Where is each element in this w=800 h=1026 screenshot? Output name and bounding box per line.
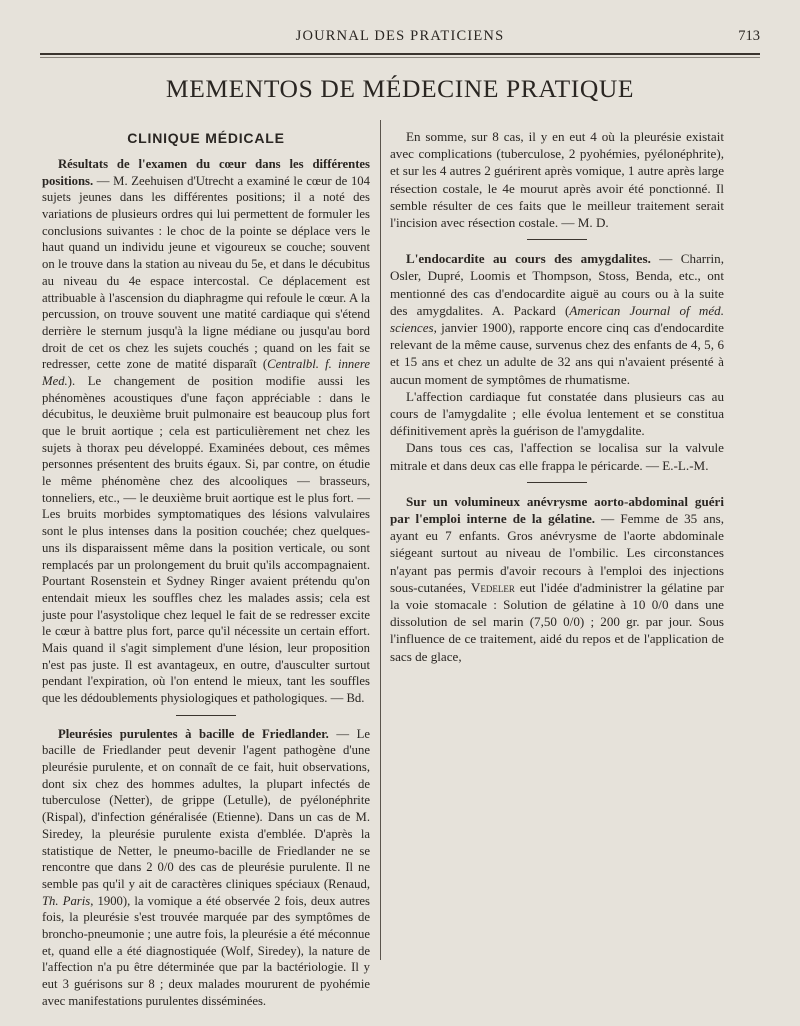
citation: American Journal of méd. sciences bbox=[390, 302, 724, 336]
right-column bbox=[390, 128, 724, 665]
section-heading: CLINIQUE MÉDICALE bbox=[127, 130, 285, 146]
article-text: — M. Zeehuisen d'Utrecht a examiné le cœur de 104 sujets jeunes dans les différentes positions; il a noté des variations de plusieurs ordres qui lui permettent de formuler les conclusions suivantes : le choc de la pointe se déplace vers le haut quand un individu jeune et vigoureux se couche; souvent on le trouve dans la station au niveau du 5e, et dans le décubitus au niveau du 4e espace intercostal. Ce déplacement est attribuable à l'ascension du diaphragme qui refoule le cœur. A la percussion, on trouve souvent une matité cardiaque qui s'étend derrière le sternum jusqu'à la ligne médiane ou jusqu'au bord droit de cet os chez les sujets couchés ; quand on les fait se redresser, cette zone de matité disparaît ( bbox=[42, 173, 370, 372]
article-text: — Femme de 35 ans, ayant eu 7 enfants. Gros anévrysme de l'aorte abdominale siégeant surtout au niveau de l'ombilic. Les circonstances n'ayant pas permis d'avoir recours à l'emploi des injections sous-cutanées, bbox=[390, 511, 725, 595]
page-number: 713 bbox=[738, 28, 760, 44]
article-text: — Le bacille de Friedlander peut devenir l'agent pathogène d'une pleurésie purulente, et on connaît de ce fait, huit observations, dont six chez des hommes adultes, la plupart infectés de tuberculose (Netter), de grippe (Letulle), de pyélonéphrite (Rispal), d'infection généralisée (Etienne). Dans un cas de M. Siredey, la pleurésie purulente exista d'emblée. D'après la statistique de Netter, le pneumo-bacille de Friedlander ne se rencontre que dans 2 0/0 des cas de pleurésie purulente. Il ne semble pas qu'il y ait de caractères cliniques spéciaux (Renaud, bbox=[42, 726, 370, 891]
column-divider bbox=[380, 120, 381, 960]
citation: Th. Paris bbox=[42, 893, 91, 908]
article-coeur-positions bbox=[42, 156, 370, 707]
article-heading: Résultats de l'examen du cœur dans les différentes positions. bbox=[42, 157, 370, 188]
article-text: eut l'idée d'administrer la gélatine par la voie stomacale : Solution de gélatine à 10 0/0 dans une dissolution de sel marin (7,50 0/0) ; 200 gr. par jour. Sous l'influence de ce traitement, aidé du repos et de l'application de sacs de glace, bbox=[390, 579, 724, 664]
header-rule bbox=[40, 53, 760, 55]
article-separator bbox=[176, 715, 236, 716]
header-rule-thin bbox=[40, 57, 760, 58]
citation: Centralbl. f. innere Med. bbox=[42, 357, 370, 388]
article-anevrysme bbox=[390, 493, 724, 665]
article-paragraph: Dans tous ces cas, l'affection se localisa sur la valvule mitrale et dans deux cas elle frappa le péricarde. — E.-L.-M. bbox=[390, 440, 724, 473]
article-heading: Sur un volumineux anévrysme aorto-abdominal guéri par l'emploi interne de la gélatine. bbox=[390, 493, 724, 527]
article-text: ). Le changement de position modifie aussi les phénomènes acoustiques d'une façon appréciable : dans le décubitus, le deuxième bruit pulmonaire est beaucoup plus fort que le bruit aortique ; cela est particulièrement net chez les sujets à thorax peu développé. Examinées debout, ces mêmes personnes présentent des bruits égaux. Si, par contre, on étudie le même phénomène chez des alcooliques — brasseurs, tonneliers, etc., — le deuxième bruit aortique est le plus fort. — Les bruits morbides symptomatiques des lésions valvulaires sont le plus intenses dans la position couchée; chez quelques-uns ils disparaissent même dans la position verticale, ou sont remplacés par un prolongement du bruit qu'ils accompagnaient. Pourtant Rosenstein et Sydney Ringer avaient prétendu qu'on entendait mieux les souffles chez les malades assis; cela est juste pour l'asystolique chez lequel le fait de se redresser excite le cœur à battre plus fort, parce qu'il nécessite un certain effort. Mais quand il s'agit simplement d'une lésion, leur proposition n'est pas juste. Il est avantageux, en outre, d'ausculter surtout pendant l'expiration, où l'on entend le mieux, tant les souffles que les dédoublements physiologiques et pathologiques. — Bd. bbox=[42, 373, 370, 705]
running-header bbox=[40, 28, 760, 48]
journal-name: JOURNAL DES PRATICIENS bbox=[295, 28, 505, 44]
left-column bbox=[42, 128, 370, 1009]
article-pleuresies bbox=[42, 726, 370, 1010]
article-heading: L'endocardite au cours des amygdalites. bbox=[406, 251, 651, 267]
article-text: , 1900), la vomique a été observée 2 fois, deux autres fois, la pleurésie s'est trouvée marquée par des symptômes de broncho-pneumonie ; une autre fois, la pleurésie a été méconnue et, quand elle a été diagnostiquée (Wolf, Siredey), la nature de l'affection n'a pu être déterminée que par la bactériologie. Il y eut 3 guérisons sur 8 ; deux malades moururent de pyohémie avec manifestations purulentes disséminées. bbox=[42, 893, 370, 1008]
article-text: — Charrin, Osler, Dupré, Loomis et Thompson, Stoss, Benda, etc., ont mentionné des cas d'endocardite aiguë au cours ou à la suite des amygdalites. A. Packard ( bbox=[390, 251, 724, 318]
article-heading: Pleurésies purulentes à bacille de Friedlander. bbox=[58, 726, 329, 741]
article-separator bbox=[527, 482, 587, 483]
article-endocardite bbox=[390, 250, 724, 388]
page-title: MEMENTOS DE MÉDECINE PRATIQUE bbox=[165, 74, 635, 103]
article-separator bbox=[527, 239, 587, 240]
article-text: , janvier 1900), rapporte encore cinq cas d'endocardite relevant de la même cause, survenus chez des enfants de 4, 5, 6 et 15 ans et chez un adulte de 32 ans qui n'avaient présenté à aucun moment de symptômes de rhumatisme. bbox=[390, 320, 724, 387]
author-name: Vedeler bbox=[470, 579, 515, 595]
article-paragraph: L'affection cardiaque fut constatée dans plusieurs cas au cours de l'amygdalite ; elle évolua lentement et se constitua définitivement après la guérison de l'amygdalite. bbox=[390, 388, 724, 439]
article-pleuresies-conclusion: En somme, sur 8 cas, il y en eut 4 où la pleurésie existait avec complications (tuberculose, 2 pyohémies, pyélonéphrite), et sur les 4 autres 2 guérirent après vomique, 1 autre après large résection costale, le 4e mourut après avoir été ponctionné. Il semble résulter de ces faits que le meilleur traitement serait l'incision avec résection costale. — M. D. bbox=[390, 129, 724, 231]
